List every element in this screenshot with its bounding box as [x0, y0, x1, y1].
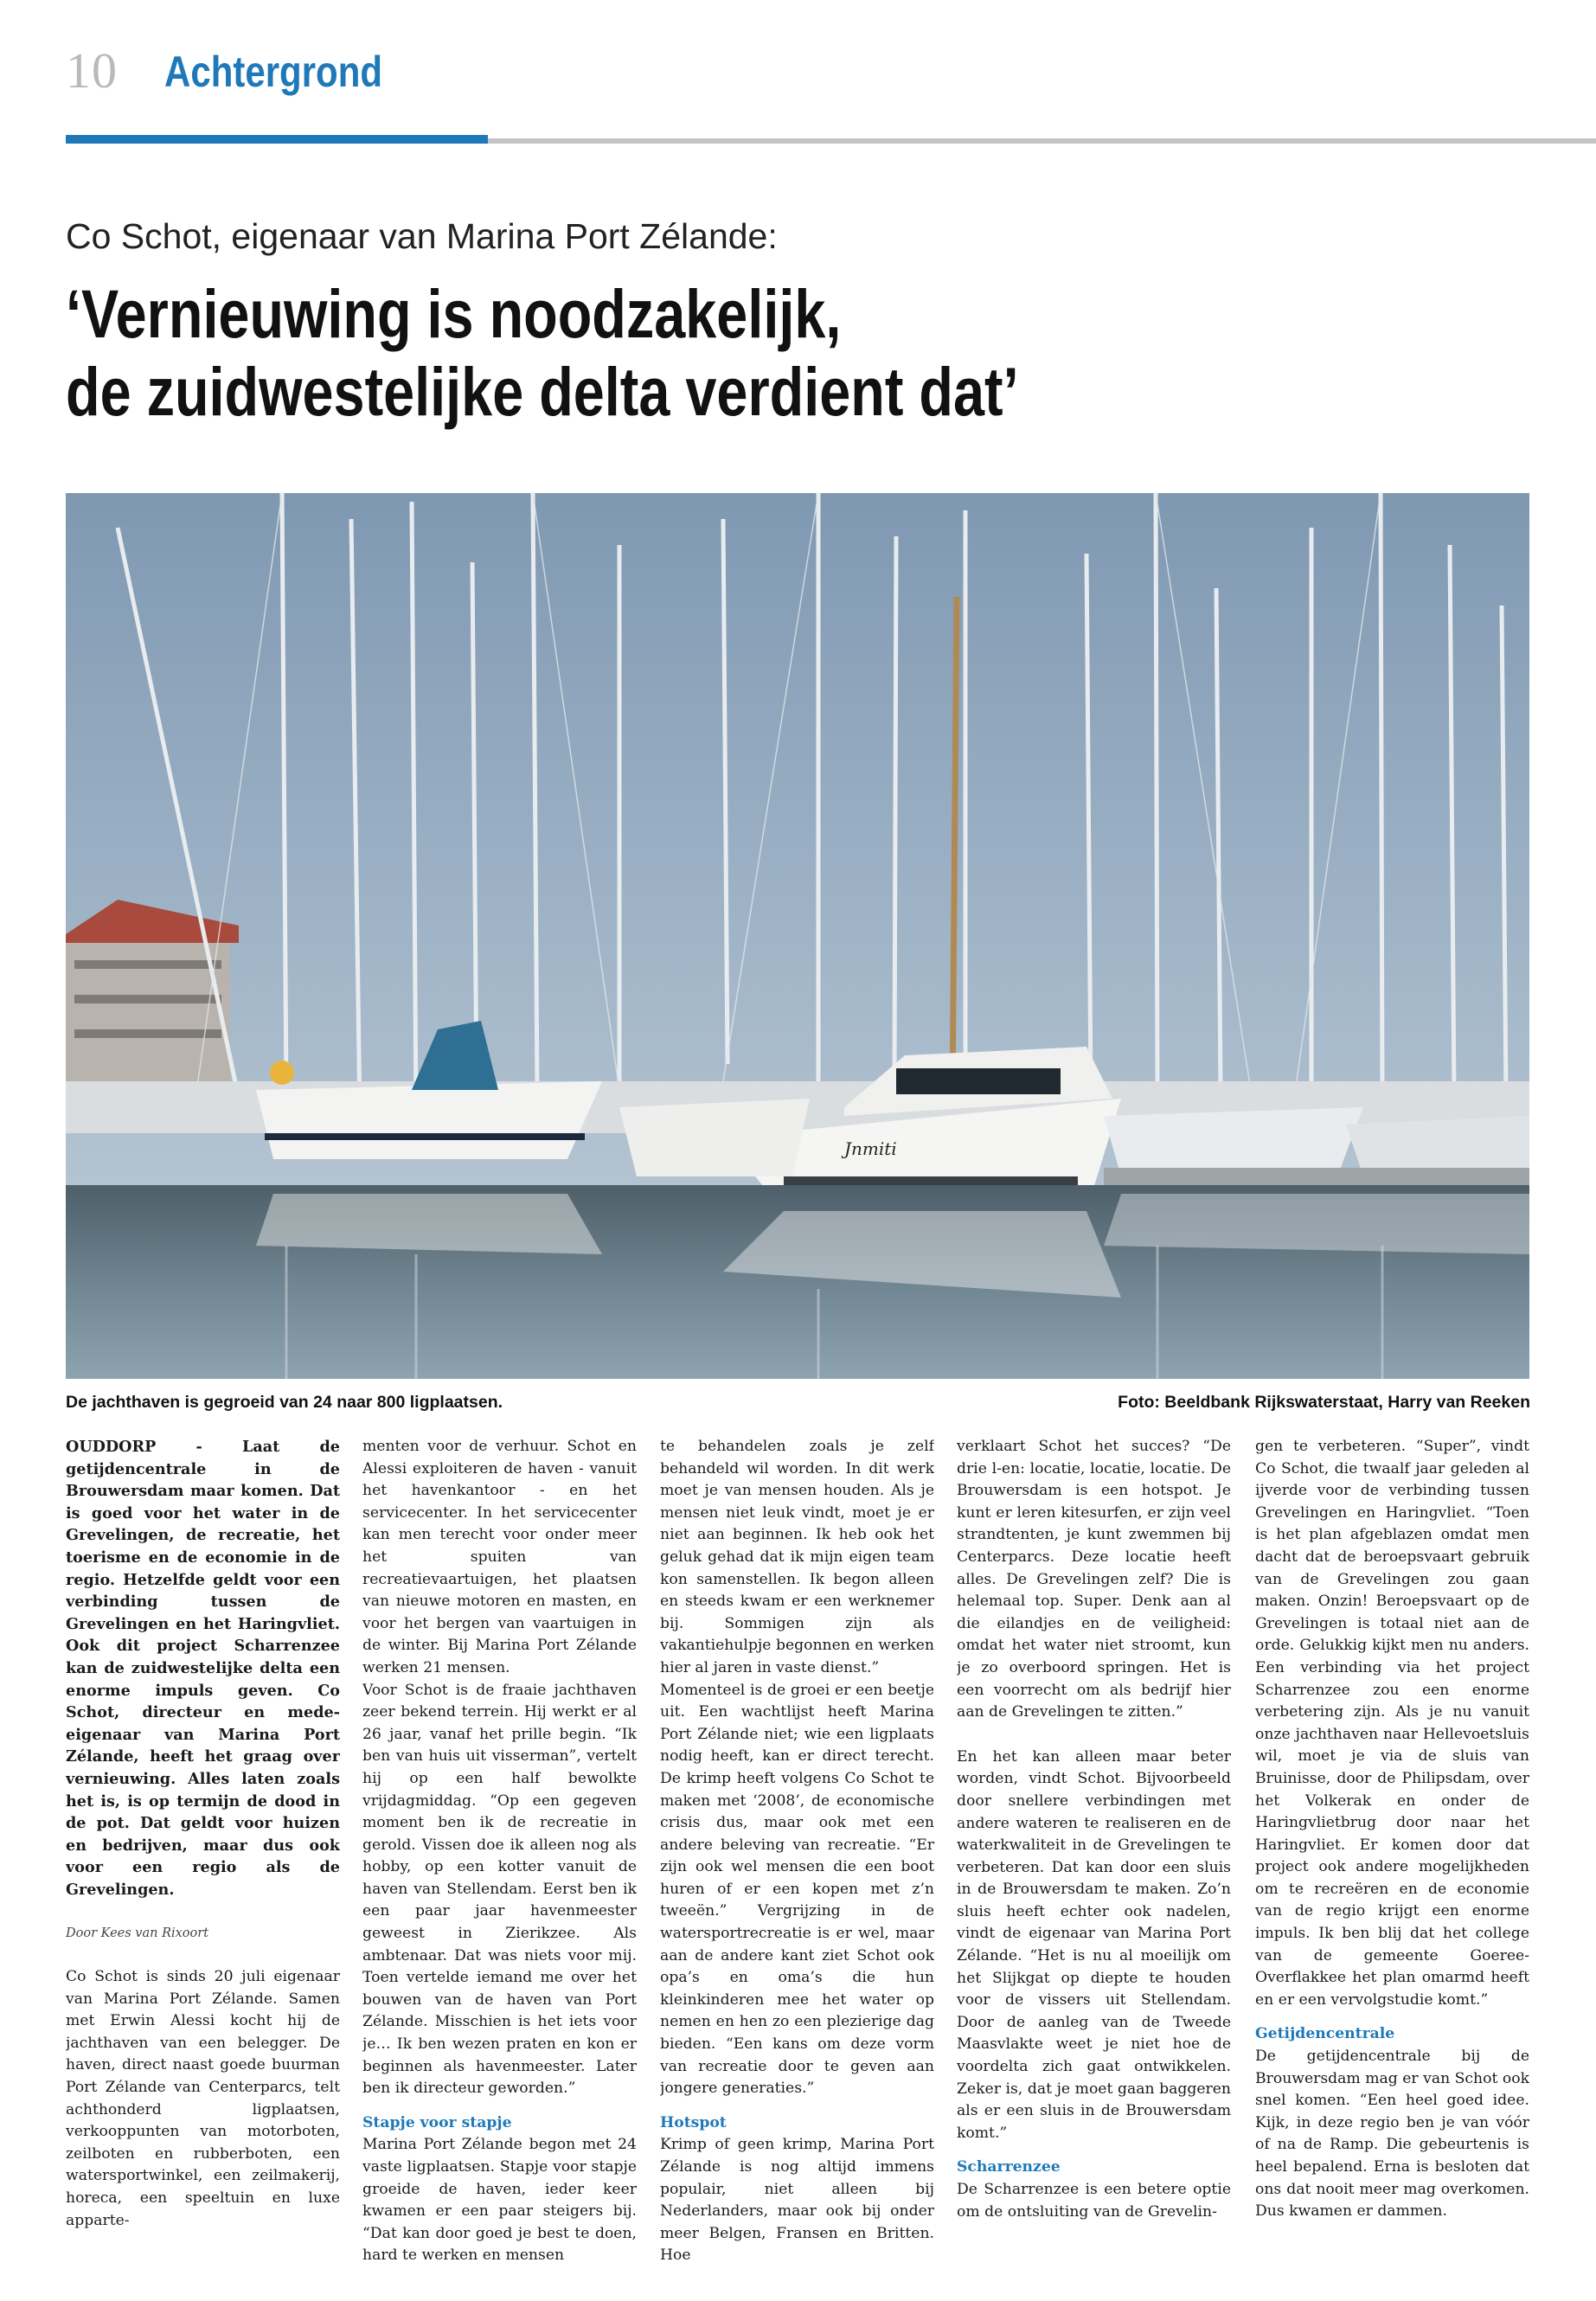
article-body — [66, 1436, 1529, 2266]
column-4 — [957, 1436, 1231, 2266]
paragraph: En het kan alleen maar beter worden, vindt Schot. Bijvoorbeeld door snellere verbindingen met andere wateren te realiseren en de waterkwaliteit in de Grevelingen te verbeteren. Dat kan door een sluis in de Brouwersdam te maken. Zo’n sluis heeft echter ook nadelen, vindt de eigenaar van Marina Port Zélande. “Het is nu al moeilijk om het Slijkgat op diepte te houden voor de vissers uit Stellendam. Door de aanleg van de Tweede Maasvlakte weet je niet hoe de voordelta zich gaat ontwikkelen. Zeker is, dat je moet gaan baggeren als er een sluis in de Brouwersdam komt.” — [957, 1747, 1231, 2142]
column-2 — [362, 1436, 637, 2266]
column-1 — [66, 1436, 340, 2266]
marina-photo — [66, 493, 1529, 1379]
article-lead: OUDDORP - Laat de getijdencentrale in de Brouwersdam maar komen. Dat is goed voor het water in de Grevelingen, de recreatie, het toerisme en de economie in de regio. Hetzelfde geldt voor een verbinding tussen de Grevelingen en het Haringvliet. Ook dit project Scharrenzee kan de zuidwestelijke delta een enorme impuls geven. Co Schot, directeur en mede-eigenaar van Marina Port Zélande, heeft het graag over vernieuwing. Alles laten zoals het is, is op termijn de dood in de pot. Dat geldt voor huizen en bedrijven, maar dus ook voor een regio als de Grevelingen. — [66, 1438, 340, 1899]
paragraph: menten voor de verhuur. Schot en Alessi exploiteren de haven - vanuit het havenkantoor - en het servicecenter. In het servicecenter kan men terecht voor onder meer het spuiten van recreatievaartuigen, het plaatsen van nieuwe motoren en masten, en voor het bergen van vaartuigen in de winter. Bij Marina Port Zélande werken 21 mensen. — [362, 1438, 637, 1676]
paragraph: Marina Port Zélande begon met 24 vaste ligplaatsen. Stapje voor stapje groeide de haven, ieder keer kwamen er een paar steigers bij. “Dat kan door goed je best te doen, hard te werken en mensen — [362, 2136, 637, 2265]
harbour-building — [66, 900, 239, 1081]
byline: Door Kees van Rixoort — [66, 1926, 209, 1941]
paragraph: De Scharrenzee is een betere optie om de ontsluiting van de Grevelin- — [957, 2181, 1231, 2221]
boat-name: Jnmiti — [844, 1138, 897, 1159]
subheading: Stapje voor stapje — [362, 2113, 512, 2131]
page-header — [66, 42, 1596, 145]
marina-illustration — [66, 493, 1529, 1379]
paragraph: gen te verbeteren. “Super”, vindt Co Schot, die twaalf jaar geleden al ijverde voor de verbinding tussen Grevelingen en Haringvliet. “Toen is het plan afgeblazen omdat men dacht dat de beroepsvaart gebruik van de Grevelingen zou gaan maken. Onzin! Beroepsvaart op de Grevelingen is totaal niet aan de orde. Gelukkig kijkt men nu anders. Een verbinding via het project Scharrenzee zou een enorme verbetering zijn. Als je nu vanuit onze jachthaven naar Hellevoetsluis wil, moet je via de sluis van Bruinisse, door de Philipsdam, over het Volkerak en onder de Haringvlietbrug door naar het Haringvliet. Er komen door dat project ook andere mogelijkheden om te recreëren en de economie van de regio krijgt een enorme impuls. Ik ben blij dat het college van de gemeente Goeree-Overflakkee het plan omarmd heeft en er een vervolgstudie komt.” — [1255, 1438, 1529, 2009]
paragraph: Voor Schot is de fraaie jachthaven zeer bekend terrein. Hij werkt er al 26 jaar, vanaf het prille begin. “Ik ben van huis uit visserman”, vertelt hij op een half bewolkte vrijdagmiddag. “Op een gegeven moment ben ik de recreatie in gerold. Vissen doe ik alleen nog als hobby, op een kotter vanuit de haven van Stellendam. Eerst ben ik een paar jaar havenmeester geweest in Zierikzee. Als ambtenaar. Dat was niets voor mij. Toen vertelde iemand me over het bouwen van de haven van Port Zélande. Misschien is het iets voor je… Ik ben wezen praten en kon er beginnen als havenmeester. Later ben ik directeur geworden.” — [362, 1681, 637, 2098]
sailboat-mid — [619, 1099, 810, 1176]
paragraph: verklaart Schot het succes? “De drie l-en: locatie, locatie, locatie. De Brouwersdam is een hotspot. Je kunt er leren kitesurfen, er zijn veel strandtenten, je kunt zwemmen bij Centerparcs. Deze locatie heeft alles. De Grevelingen zelf? Die is helemaal top. Super. Denk aan al die eilandjes en de veiligheid: omdat het water niet stroomt, kun je zo overboord springen. Het is een voorrecht om als bedrijf hier aan de Grevelingen te zitten.” — [957, 1438, 1231, 1721]
article-kicker: Co Schot, eigenaar van Marina Port Zélande: — [66, 216, 778, 256]
subheading: Scharrenzee — [957, 2158, 1061, 2176]
paragraph: te behandelen zoals je zelf behandeld wil worden. In dit werk moet je van mensen houden. Als je mensen niet leuk vindt, moet je er niet aan beginnen. Ik heb ook het geluk gehad dat ik mijn eigen team kon samenstellen. Ik begon alleen en steeds kwam er een werknemer bij. Sommigen zijn als vakantiehulpje begonnen en werken hier al jaren in vaste dienst.” — [660, 1438, 934, 1676]
header-accent-rule — [66, 135, 488, 144]
column-5 — [1255, 1436, 1529, 2266]
wooden-mast — [952, 597, 957, 1099]
paragraph: Momenteel is de groei er een beetje uit. Een wachtlijst heeft Marina Port Zélande niet; wie een ligplaats nodig heeft, kan er direct terecht. De krimp heeft volgens Co Schot te maken met ‘2008’, de economische crisis dus, maar ook met een andere beleving van recreatie. “Er zijn ook wel mensen die een boot huren of er een kopen met z’n tweeën.” Vergrijzing in de watersportrecreatie is er wel, maar aan de andere kant ziet Schot ook opa’s en oma’s die hun kleinkinderen mee het water op nemen en hen zo een plezierige dag bieden. “Een kans om deze vorm van recreatie door te geven aan jongere generaties.” — [660, 1681, 934, 2098]
headline-line-1: ‘Vernieuwing is noodzakelijk, — [66, 275, 842, 352]
photo-credit: Foto: Beeldbank Rijkswaterstaat, Harry van Reeken — [1118, 1393, 1530, 1412]
paragraph: Co Schot is sinds 20 juli eigenaar van Marina Port Zélande. Samen met Erwin Alessi kocht hij de jachthaven van een belegger. De haven, direct naast goede buurman Port Zélande van Centerparcs, telt achthonderd ligplaatsen, verkooppunten van motorboten, zeilboten en rubberboten, een watersportwinkel, een zeilmakerij, horeca, een speeltuin en luxe apparte- — [66, 1968, 340, 2229]
column-3 — [660, 1436, 934, 2266]
page-number: 10 — [66, 42, 118, 99]
subheading: Getijdencentrale — [1255, 2025, 1395, 2043]
article-headline — [66, 275, 1272, 431]
subheading: Hotspot — [660, 2113, 727, 2131]
paragraph: De getijdencentrale bij de Brouwersdam mag er van Schot ook snel komen. “Een heel goed idee. Kijk, in deze regio ben je van vóór of na de Ramp. Die gebeurtenis is heel bepalend. Erna is besloten dat ons dat nooit meer mag overkomen. Dus kwamen er dammen. — [1255, 2048, 1529, 2221]
section-label: Achtergrond — [164, 48, 382, 96]
paragraph: Krimp of geen krimp, Marina Port Zélande is nog altijd immens populair, niet alleen bij Nederlanders, maar ook bij onder meer Belgen, Fransen en Britten. Hoe — [660, 2136, 934, 2265]
headline-line-2: de zuidwestelijke delta verdient dat’ — [66, 353, 1019, 430]
photo-caption: De jachthaven is gegroeid van 24 naar 800 ligplaatsen. — [66, 1393, 503, 1412]
